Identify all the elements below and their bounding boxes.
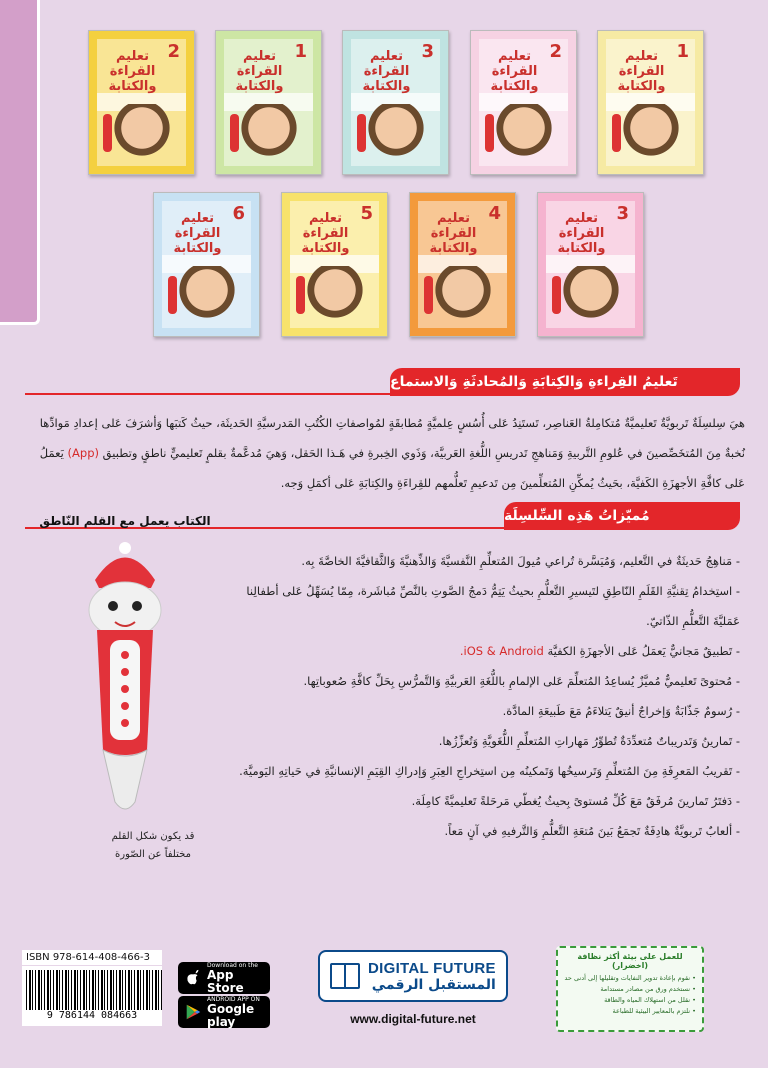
description-text-1: هيَ سِلسِلَةٌ تَربويَّةٌ تَعليميَّةٌ مُتكامِلةُ العَناصِر، تَستَنِدُ عَلى أُسُسٍ عِلميَّةٍ مُطابقَةٍ لمُواصفاتِ الكُتُبِ المَدرسيَّةِ الحَديثَة، حيثُ كَتبَها وَأشرَفَ عَلى إعدادِ مَوادِّها نُخبةٌ مِنَ المُتخَصِّصينَ في عُلومِ التَّربيةِ وَمَناهجِ تَدريسِ اللُّغةِ العَربيَّة، وَذَوي الخِبرةِ في هَـذا الحَقل، وَهيَ مُدعَّمةٌ بقلمٍ تَعليميٍّ ناطقٍ وتطبيق <box>39 416 745 460</box>
talking-pen-illustration <box>55 540 195 820</box>
app-store-label: App Store <box>207 967 244 995</box>
book-title: تعليم القراءة والكتابة <box>617 49 666 94</box>
book-cover <box>597 30 704 175</box>
child-portrait <box>623 104 679 164</box>
environment-item: • نلتزم بالمعايير البيئية للطباعة <box>612 1007 696 1015</box>
platform-highlight: iOS & Android. <box>459 644 544 658</box>
child-portrait <box>496 104 552 164</box>
child-portrait <box>307 266 363 326</box>
features-title: مُميّزاتُ هَذِه السِّلسِلَة <box>504 508 650 524</box>
book-level-number: 5 <box>360 203 373 224</box>
book-title: تعليم القراءة والكتابة <box>173 211 222 256</box>
features-list <box>230 546 740 846</box>
google-play-badge[interactable] <box>178 996 270 1028</box>
apple-icon <box>184 969 202 987</box>
feature-item: - تَقريبُ المَعرِفَةِ مِنَ المُتعلِّمِ وَتَرسيخُها وَتَمكينُه مِن استِخراجِ العِبَرِ وَإدراكِ القِيَمِ الإنسانيَّةِ في حَياتِهِ اليَوميَّة. <box>230 756 740 786</box>
environment-title: للعمل على بيئة أكثر نظافة (اخضرار) <box>577 952 683 970</box>
book-icon <box>330 963 360 989</box>
book-cover <box>537 192 644 337</box>
book-level-number: 3 <box>421 41 434 62</box>
section-title-bar <box>390 368 740 396</box>
google-play-small-text: ANDROID APP ON <box>207 995 260 1003</box>
feature-item: - مَناهِجُ حَديثَةٌ في التَّعليم، وَمُيَسَّرة تُراعي مُيولَ المُتعلِّمِ النَّفسيَّةَ وَالذِّهنيَّةَ وَالثَّقافيَّةَ الخاصَّةَ بِه. <box>230 546 740 576</box>
section-title: تَعليمُ القِراءةِ وَالكِتابَةِ وَالمُحادثَةِ وَالاستماع <box>390 374 678 390</box>
pen-icon <box>424 276 433 314</box>
book-cover <box>88 30 195 175</box>
pen-icon <box>612 114 621 152</box>
logo-arabic: المستقبل الرقمي <box>371 976 496 993</box>
book-level-number: 6 <box>232 203 245 224</box>
book-title: تعليم القراءة والكتابة <box>429 211 478 256</box>
book-title: تعليم القراءة والكتابة <box>490 49 539 94</box>
pen-note-line: قد يكون شكل القلم <box>111 831 195 842</box>
child-portrait <box>435 266 491 326</box>
pen-disclaimer <box>108 828 198 864</box>
feature-item: - ألعابٌ تَربويَّةٌ هادِفَةٌ تَجمَعُ بَينَ مُتعَةِ التَّعلُّمِ وَالتَّرفيهِ في آنٍ مَعاً. <box>230 816 740 846</box>
book-cover <box>409 192 516 337</box>
feature-item: - تَمارينُ وَتَدريباتٌ مُتعدِّدَةٌ تُطوِّرُ مَهاراتِ المُتعلِّمِ اللُّغَويَّةِ وَتُعزِّزُها. <box>230 726 740 756</box>
child-portrait <box>368 104 424 164</box>
book-title: تعليم القراءة والكتابة <box>301 211 350 256</box>
google-play-label: Google play <box>207 1001 255 1029</box>
book-level-number: 2 <box>167 41 180 62</box>
logo-english: DIGITAL FUTURE <box>368 959 496 977</box>
child-portrait <box>563 266 619 326</box>
environment-item: • نقلل من استهلاك المياه والطاقة <box>604 996 696 1004</box>
cover-spine-edge <box>0 0 40 325</box>
barcode-number: 9 786144 084663 <box>22 1010 162 1021</box>
pen-icon <box>357 114 366 152</box>
book-cover <box>215 30 322 175</box>
environment-item: • نستخدم ورق من مصادر مستدامة <box>600 985 696 993</box>
child-portrait <box>114 104 170 164</box>
pen-icon <box>230 114 239 152</box>
features-title-bar <box>504 502 740 530</box>
app-store-small-text: Download on the <box>207 961 258 969</box>
feature-item: - دَفتَرُ تَمارينَ مُرفَقٌ مَعَ كُلِّ مُستوىً بِحيثُ يُغطّي مَرحَلةً تَعليميَّةً كامِلَة. <box>230 786 740 816</box>
child-portrait <box>241 104 297 164</box>
book-title: تعليم القراءة والكتابة <box>235 49 284 94</box>
book-level-number: 3 <box>616 203 629 224</box>
environment-notice <box>556 946 704 1032</box>
book-cover <box>342 30 449 175</box>
isbn-label: ISBN 978-614-408-466-3 <box>22 950 162 965</box>
book-level-number: 1 <box>676 41 689 62</box>
pen-note-line: مختلفاً عن الصّورة <box>115 849 191 860</box>
app-store-badge[interactable] <box>178 962 270 994</box>
book-level-number: 1 <box>294 41 307 62</box>
pen-icon <box>552 276 561 314</box>
book-level-number: 4 <box>488 203 501 224</box>
pen-icon <box>103 114 112 152</box>
book-title: تعليم القراءة والكتابة <box>557 211 606 256</box>
child-portrait <box>179 266 235 326</box>
book-level-number: 2 <box>549 41 562 62</box>
book-title: تعليم القراءة والكتابة <box>362 49 411 94</box>
pen-caption: الكتاب يعمل مع القلم النّاطق <box>39 514 211 528</box>
feature-item: - استِخدامُ تِقنيَّةِ القَلَمِ النّاطِقِ لتَيسيرِ التَّعلُّمِ بحيثُ يَتِمُّ دَمجُ الصَّوتِ بالنَّصِّ مُباشَرة، مِمّا يُسَهِّلُ عَلى أطفالِنا عَمَليَّةَ التَّعلُّمِ الذّاتيّ. <box>230 576 740 636</box>
pen-icon <box>485 114 494 152</box>
feature-item: - رُسومٌ جَذّابَةٌ وَإخراجٌ أنيقٌ يَتلاءَمُ مَعَ طَبيعَةِ المادَّة. <box>230 696 740 726</box>
section-divider <box>25 393 395 395</box>
google-play-icon <box>184 1003 202 1021</box>
feature-item: - تَطبيقٌ مَجانيٌّ يَعمَلُ عَلى الأجهزَةِ الكفيَّة iOS & Android. <box>230 636 740 666</box>
description-text-2: يَعمَلُ عَلى كافَّةِ الأجهزَةِ الكَفيَّة، بحَيثُ يُمكِّنِ المُتعلِّمينَ مِن تَدعيمِ تَعلُّمهم للقِراءَةِ والكِتابَةِ عَلى أكمَلِ وَجه. <box>39 446 745 490</box>
book-cover <box>281 192 388 337</box>
app-label: (App) <box>67 446 100 460</box>
feature-item: - مُحتوىً تَعليميٌّ مُميَّزٌ يُساعِدُ المُتعلِّمَ عَلى الإلمامِ باللُّغَةِ العَربيَّةِ وَالتَّمرُّسِ بِحَلِّ كافَّةِ صُعوباتِها. <box>230 666 740 696</box>
book-cover <box>153 192 260 337</box>
book-cover <box>470 30 577 175</box>
book-title: تعليم القراءة والكتابة <box>108 49 157 94</box>
environment-item: • نقوم بإعادة تدوير النفايات وتقليلها إلى أدنى حد <box>564 974 696 982</box>
pen-icon <box>168 276 177 314</box>
series-description <box>25 408 745 498</box>
publisher-logo <box>318 950 508 1002</box>
website-link[interactable]: www.digital-future.net <box>350 1012 476 1026</box>
pen-icon <box>296 276 305 314</box>
